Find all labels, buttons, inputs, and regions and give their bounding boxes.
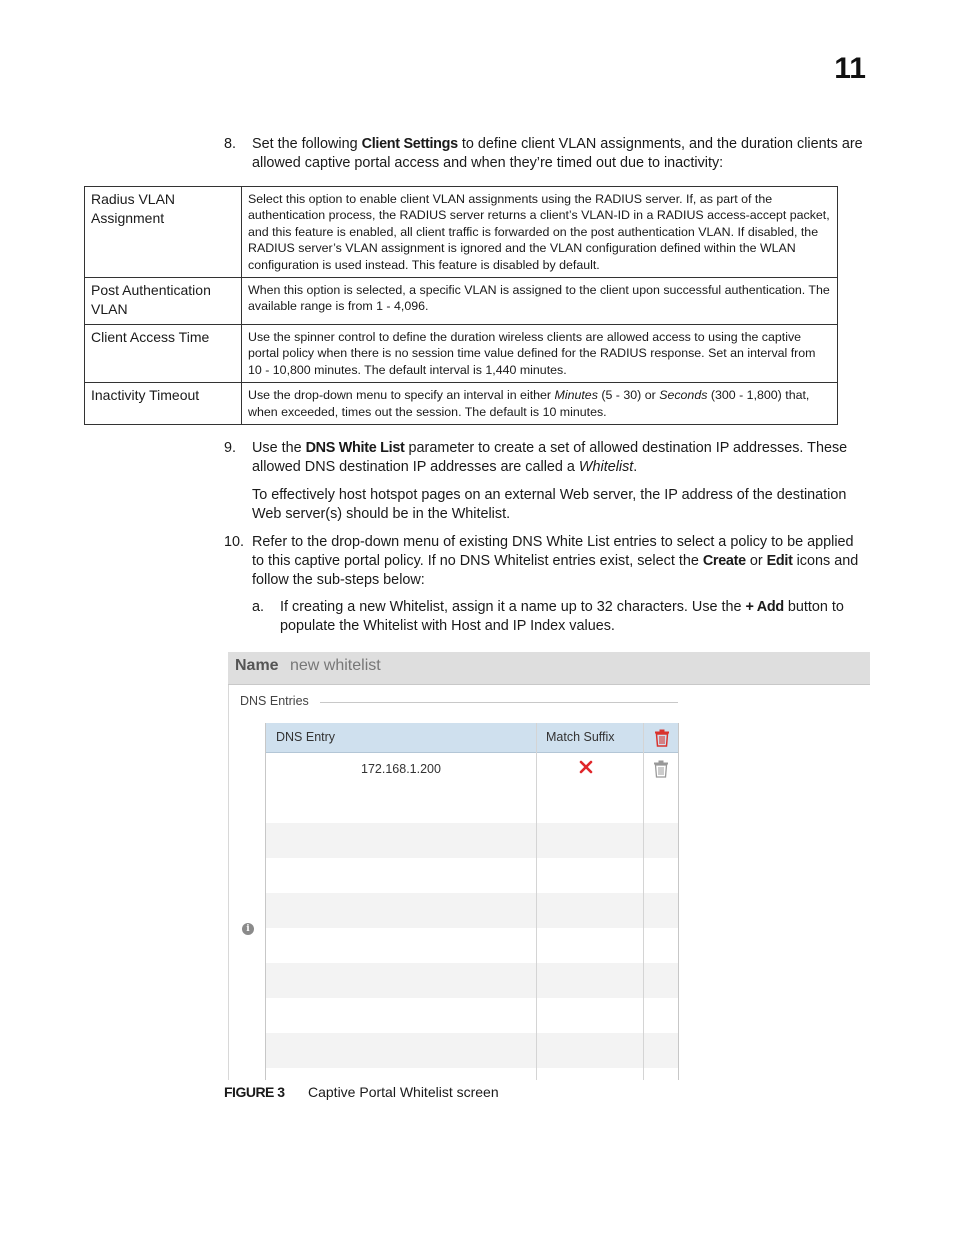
text: icons and follow the sub-steps below: [252,553,859,588]
table-row [266,893,678,928]
text: (300 - 1,800) that, when exceeded, times out the session. The default is 10 minutes. [248,388,810,419]
term-cell: Radius VLAN Assignment [85,187,242,278]
step-number: 9. [224,440,237,456]
table-row [266,823,678,858]
section-title: DNS Entries [240,694,309,708]
table-row [266,858,678,893]
figure-label: FIGURE 3 [224,1084,285,1100]
table-row [266,788,678,823]
column-header-match-suffix[interactable]: Match Suffix [546,730,615,744]
paragraph [252,439,866,477]
step-number: 8. [224,136,237,152]
term-cell: Post Authentication VLAN [85,278,242,325]
table-row [85,278,838,325]
chapter-number: 11 [834,52,866,85]
step-text [280,598,866,636]
divider [228,685,229,1080]
table-row [266,928,678,963]
step-number: 10. [224,534,245,550]
description-cell [242,383,838,425]
step-text [252,135,866,173]
text: button to populate the Whitelist with Host and IP Index values. [280,599,844,634]
text: (5 - 30) or [597,388,660,403]
text: Use the [252,440,306,456]
delete-all-icon[interactable] [654,729,670,752]
ui-term: + Add [745,599,784,615]
name-input[interactable]: new whitelist [290,657,381,674]
trash-icon[interactable] [653,760,669,783]
step-text [252,533,868,590]
text: If creating a new Whitelist, assign it a name up to 32 characters. Use the [280,599,746,615]
term-cell: Client Access Time [85,325,242,383]
client-settings-table [84,186,838,425]
text: Use the drop-down menu to specify an interval in either [248,388,555,403]
text: Refer to the drop-down menu of existing DNS White List entries to select a policy to be applied to this captive portal policy. If no DNS Whitelist entries exist, select the [252,534,854,569]
table-row [85,325,838,383]
step-text [252,439,866,524]
x-mark-icon[interactable] [579,760,593,779]
substep-letter: a. [252,599,265,615]
ui-term: Create [702,553,746,569]
dns-entries-grid [265,723,679,1080]
info-icon[interactable]: i [242,923,254,935]
term-cell: Inactivity Timeout [85,383,242,425]
text: or [745,553,767,569]
table-row [85,383,838,425]
text: Set the following [252,136,362,152]
ui-term: Edit [766,553,793,569]
text: to define client VLAN assignments, and the duration clients are allowed captive portal access and when they’re timed out due to inactivity: [252,136,863,171]
paragraph: To effectively host hotspot pages on an external Web server, the IP address of the destination Web server(s) should be in the Whitelist. [252,487,847,522]
column-divider [643,723,644,1080]
column-divider [536,723,537,1080]
table-row [266,1033,678,1068]
section-divider [320,702,678,703]
ui-term: DNS White List [305,440,405,456]
text: parameter to create a set of allowed destination IP addresses. These allowed DNS destination IP addresses are called a [252,440,848,475]
figure-title: Captive Portal Whitelist screen [308,1084,499,1100]
dns-entry-cell[interactable]: 172.168.1.200 [361,762,441,776]
italic-term: Whitelist [578,459,634,475]
name-bar [228,652,870,685]
description-cell: When this option is selected, a specific VLAN is assigned to the client upon successful authentication. The available range is from 1 - 4,096. [242,278,838,325]
ui-term: Client Settings [361,136,458,152]
figure-caption [224,1084,499,1100]
italic-term: Seconds [659,388,708,403]
whitelist-screenshot [228,652,870,1080]
italic-term: Minutes [554,388,598,403]
table-row [266,963,678,998]
grid-header [266,723,678,753]
table-row [85,187,838,278]
description-cell: Use the spinner control to define the duration wireless clients are allowed access to using the captive portal policy when there is no session time value defined for the RADIUS response. Set an interval from 10 - 10,800 minutes. The default interval is 1,440 minutes. [242,325,838,383]
name-label: Name [235,657,279,674]
description-cell: Select this option to enable client VLAN assignments using the RADIUS server. If, as part of the authentication process, the RADIUS server returns a client’s VLAN-ID in a RADIUS access-accept packet, and this feature is enabled, all client traffic is forwarded on the post authentication VLAN. If disabled, the RADIUS server’s VLAN assignment is ignored and the VLAN configuration defined within the WLAN configuration is used instead. This feature is disabled by default. [242,187,838,278]
table-row[interactable] [266,753,678,788]
text: . [633,459,638,475]
table-row [266,998,678,1033]
column-header-dns-entry[interactable]: DNS Entry [276,730,336,744]
